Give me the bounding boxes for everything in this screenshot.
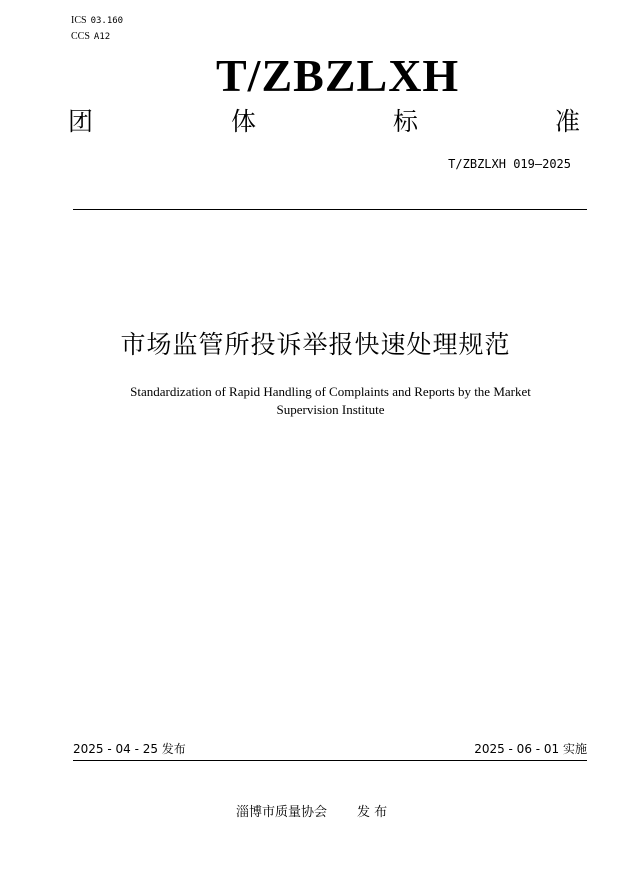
publisher-line xyxy=(236,804,387,822)
category-char-3: 标 xyxy=(393,107,419,136)
category-char-2: 体 xyxy=(231,107,257,136)
standard-number: T/ZBZLXH 019—2025 xyxy=(448,157,571,171)
standard-org-code: T/ZBZLXH xyxy=(216,50,460,101)
title-english-line-1: Standardization of Rapid Handling of Complaints and Reports by the Market xyxy=(130,384,531,399)
document-title-english xyxy=(95,383,566,419)
footer-divider xyxy=(73,760,587,761)
ics-label: ICS xyxy=(71,15,87,26)
document-title-chinese: 市场监管所投诉举报快速处理规范 xyxy=(120,330,511,359)
ccs-code: A12 xyxy=(93,32,111,42)
publisher-name: 淄博市质量协会 xyxy=(236,805,328,820)
publish-word: 发 布 xyxy=(357,805,388,820)
category-char-4: 准 xyxy=(555,107,581,136)
ics-code: 03.160 xyxy=(90,16,124,26)
header-divider xyxy=(73,209,587,210)
title-english-line-2: Supervision Institute xyxy=(276,402,385,417)
ccs-line xyxy=(71,30,110,44)
ccs-label: CCS xyxy=(71,31,90,42)
category-char-1: 团 xyxy=(68,107,94,136)
issue-date: 2025 - 04 - 25 发布 xyxy=(73,742,186,756)
ics-line xyxy=(71,14,123,28)
implement-date: 2025 - 06 - 01 实施 xyxy=(474,742,587,756)
